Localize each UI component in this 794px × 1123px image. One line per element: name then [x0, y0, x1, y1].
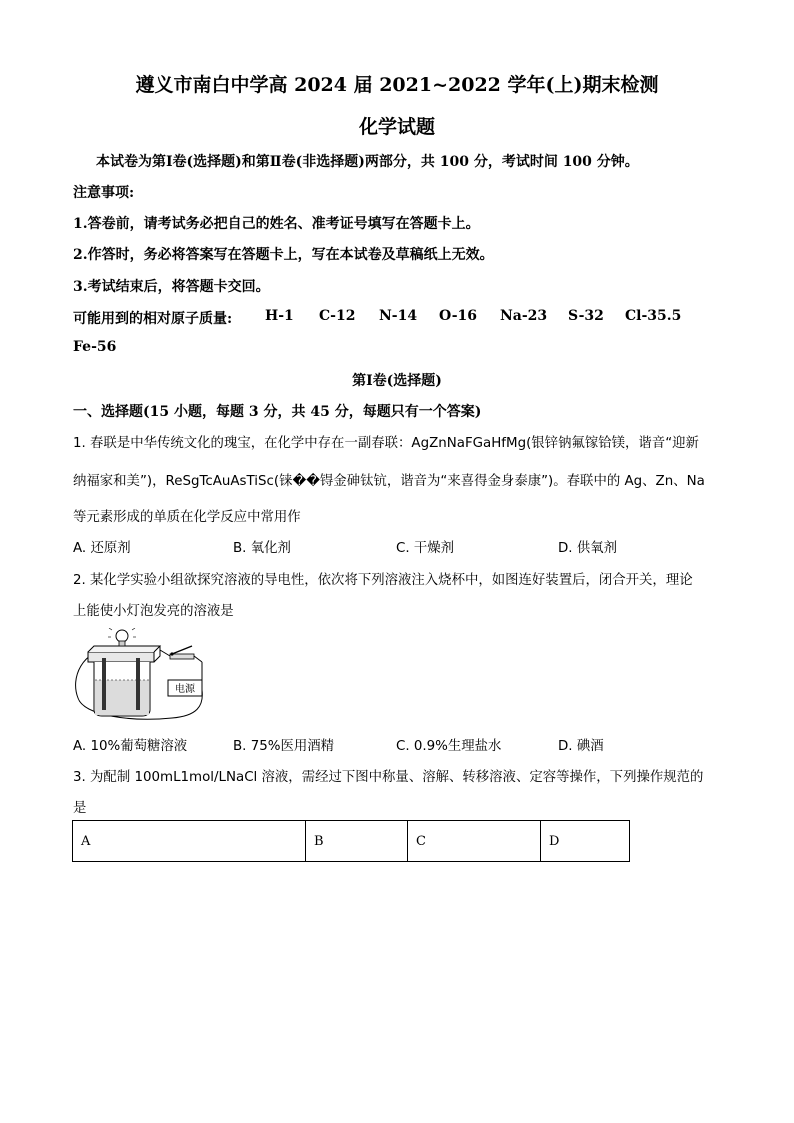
electrode: [136, 658, 140, 710]
atomic-mass-value: Cl-35.5: [625, 308, 682, 324]
table-cell-d: D: [541, 821, 630, 862]
operations-table: [72, 820, 630, 862]
switch-icon: [160, 646, 202, 662]
table-row: [73, 821, 630, 862]
atomic-mass-value: H-1: [265, 308, 294, 324]
option-c: C. 干燥剂: [396, 541, 455, 556]
option-b: B. 氧化剂: [233, 541, 291, 556]
option-c: C. 0.9%生理盐水: [396, 739, 502, 754]
option-a: A. 10%葡萄糖溶液: [73, 739, 188, 754]
atomic-mass-line: [73, 308, 681, 328]
light-bulb-icon: [108, 628, 136, 646]
option-d: D. 供氧剂: [558, 541, 617, 556]
question-1-line: 1. 春联是中华传统文化的瑰宝，在化学中存在一副春联：AgZnNaFGaHfMg(银锌钠氟镓铪镁，谐音“迎新: [73, 436, 699, 451]
table-cell-a: A: [73, 821, 306, 862]
notice-heading: 注意事项:: [73, 185, 135, 201]
notice-item: 2.作答时，务必将答案写在答题卡上，写在本试卷及草稿纸上无效。: [73, 247, 494, 263]
question-2-line: 2. 某化学实验小组欲探究溶液的导电性，依次将下列溶液注入烧杯中，如图连好装置后，闭合开关，理论: [73, 573, 693, 588]
question-1-line: 等元素形成的单质在化学反应中常用作: [73, 510, 301, 525]
option-a: A. 还原剂: [73, 541, 131, 556]
electrode: [102, 658, 106, 710]
subject-title: 化学试题: [358, 116, 435, 138]
atomic-mass-value: C-12: [319, 308, 356, 324]
atomic-mass-value: S-32: [568, 308, 604, 324]
part-heading: 一、选择题(15 小题，每题 3 分，共 45 分，每题只有一个答案): [73, 404, 482, 420]
exam-intro: 本试卷为第Ⅰ卷(选择题)和第Ⅱ卷(非选择题)两部分，共 100 分，考试时间 100 分钟。: [96, 154, 639, 170]
question-3-line: 3. 为配制 100mL1mol/LNaCl 溶液，需经过下图中称量、溶解、转移溶液、定容等操作，下列操作规范的: [73, 770, 704, 785]
section-title: 第Ⅰ卷(选择题): [352, 373, 442, 389]
table-cell-c: C: [408, 821, 541, 862]
conductivity-circuit-figure: [72, 628, 212, 724]
notice-item: 1.答卷前，请考试务必把自己的姓名、准考证号填写在答题卡上。: [73, 216, 480, 232]
option-b: B. 75%医用酒精: [233, 739, 335, 754]
question-2-line: 上能使小灯泡发亮的溶液是: [73, 604, 234, 619]
power-source-label: 电源: [175, 684, 195, 695]
atomic-mass-value: Fe-56: [73, 339, 117, 355]
table-cell-b: B: [306, 821, 408, 862]
board: [88, 652, 154, 662]
notice-item: 3.考试结束后，将答题卡交回。: [73, 279, 270, 295]
question-1-line: 纳福家和美”)，ReSgTcAuAsTiSc(铼��锝金砷钛钪，谐音为“来喜得金身泰康”)。春联中的 Ag、Zn、Na: [73, 474, 705, 489]
atomic-mass-label: 可能用到的相对原子质量:: [73, 311, 233, 327]
question-3-line: 是: [73, 801, 87, 816]
atomic-mass-value: Na-23: [500, 308, 548, 324]
option-d: D. 碘酒: [558, 739, 604, 754]
atomic-mass-value: N-14: [379, 308, 418, 324]
exam-title: 遵义市南白中学高 2024 届 2021~2022 学年(上)期末检测: [135, 74, 659, 96]
atomic-mass-value: O-16: [439, 308, 478, 324]
